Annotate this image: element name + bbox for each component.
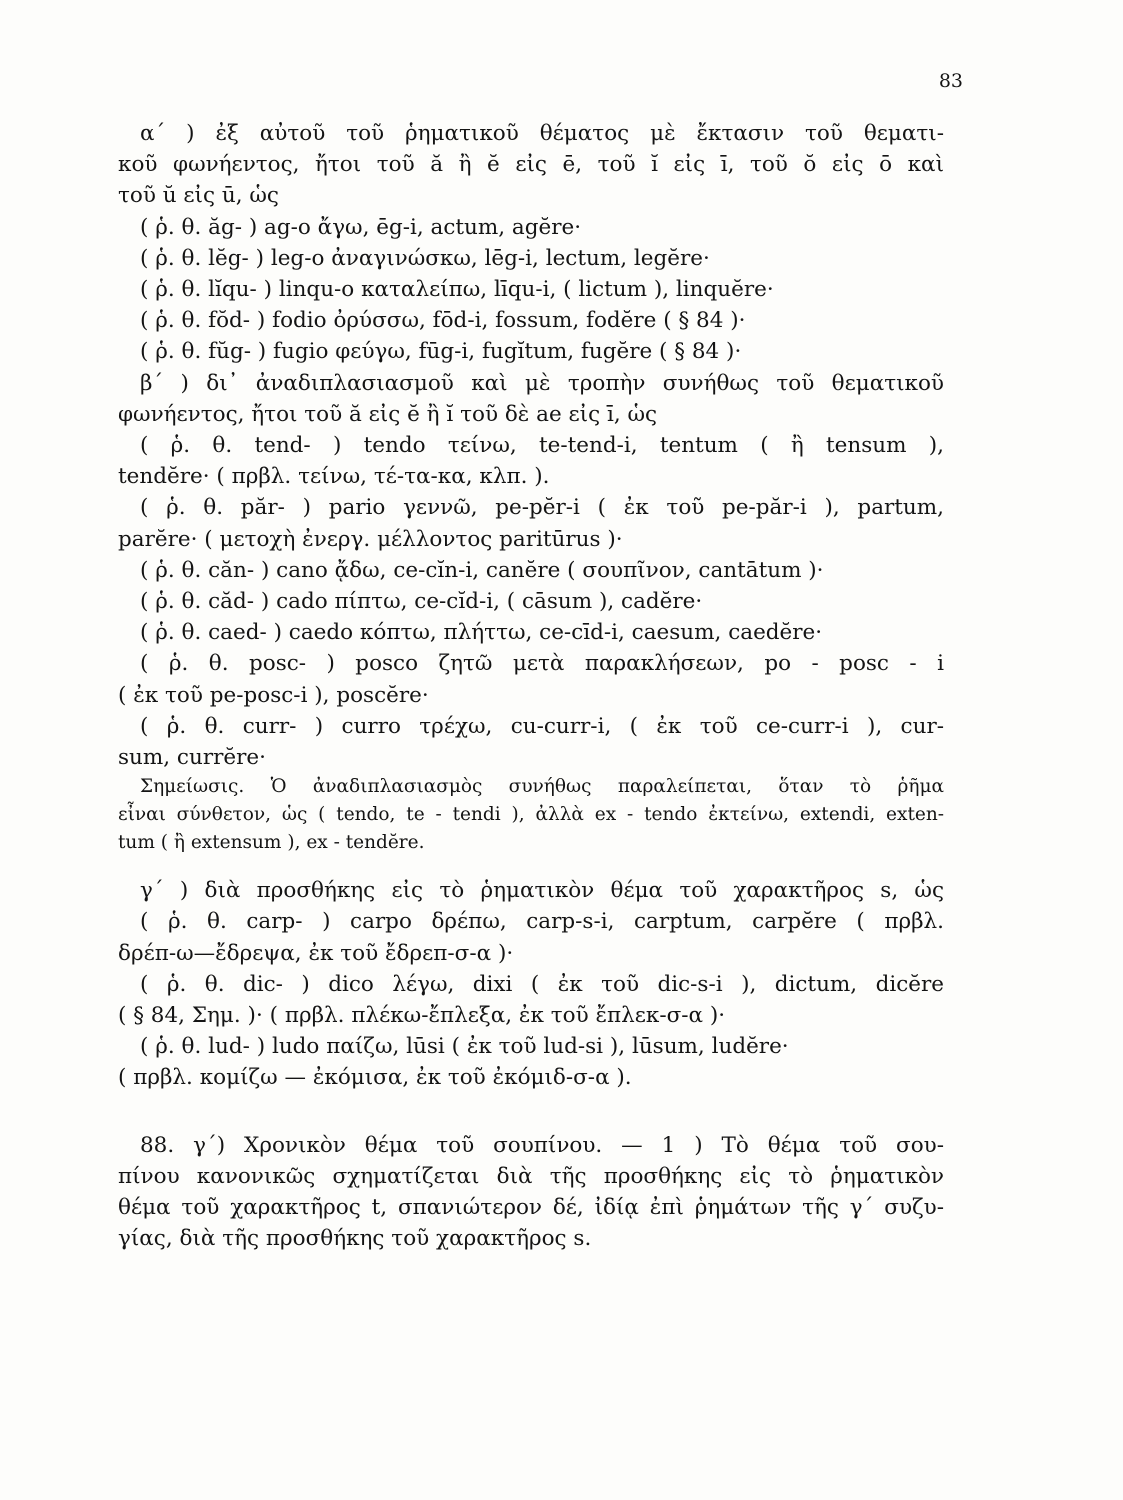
text-line: γίας, διὰ τῆς προσθήκης τοῦ χαρακτῆρος s. xyxy=(118,1226,592,1252)
text-line: τοῦ ŭ εἰς ū, ὡς xyxy=(118,183,279,209)
text-line: α΄ ) ἐξ αὐτοῦ τοῦ ῥηματικοῦ θέματος μὲ ἔκτασιν τοῦ θεματι- xyxy=(140,121,944,146)
note-line: εἶναι σύνθετον, ὡς ( tendo, te - tendi ), ἀλλὰ ex - tendo ἐκτείνω, extendi, exten- xyxy=(118,804,944,826)
example-line: δρέπ-ω—ἔδρεψα, ἐκ τοῦ ἔδρεπ-σ-α )· xyxy=(118,940,514,966)
example-line: ( ῥ. θ. păr- ) pario γεννῶ, pe-pĕr-i ( ἐκ τοῦ pe-păr-i ), partum, xyxy=(140,495,944,521)
example-line: ( ῥ. θ. lĭqu- ) linqu-o καταλείπω, līqu-i, ( lictum ), linquĕre· xyxy=(140,277,774,303)
example-line: ( ῥ. θ. curr- ) curro τρέχω, cu-curr-i, ( ἐκ τοῦ ce-curr-i ), cur- xyxy=(140,713,944,739)
note-line: tum ( ἢ extensum ), ex - tendĕre. xyxy=(118,832,425,854)
example-line: ( ῥ. θ. posc- ) posco ζητῶ μετὰ παρακλήσεων, po - posc - i xyxy=(140,651,944,677)
example-line: tendĕre· ( πρβλ. τείνω, τέ-τα-κα, κλπ. ). xyxy=(118,464,550,490)
example-line: ( ῥ. θ. dic- ) dico λέγω, dixi ( ἐκ τοῦ dic-s-i ), dictum, dicĕre xyxy=(140,971,944,997)
example-line: ( ῥ. θ. căd- ) cado πίπτω, ce-cĭd-i, ( cāsum ), cadĕre· xyxy=(140,589,703,615)
example-line: sum, currĕre· xyxy=(118,745,266,771)
text-line: β΄ ) δι᾽ ἀναδιπλασιασμοῦ καὶ μὲ τροπὴν συνήθως τοῦ θεματικοῦ xyxy=(140,370,944,396)
example-line: ( § 84, Σημ. )· ( πρβλ. πλέκω-ἔπλεξα, ἐκ τοῦ ἔπλεκ-σ-α )· xyxy=(118,1003,726,1029)
section-heading-line: 88. γ΄) Χρονικὸν θέμα τοῦ σουπίνου. — 1 ) Τὸ θέμα τοῦ σου- xyxy=(140,1132,944,1158)
text-line: γ΄ ) διὰ προσθήκης εἰς τὸ ῥηματικὸν θέμα τοῦ χαρακτῆρος s, ὡς xyxy=(140,878,944,904)
example-line: ( ῥ. θ. carp- ) carpo δρέπω, carp-s-i, carptum, carpĕre ( πρβλ. xyxy=(140,909,944,935)
page-body xyxy=(118,118,944,1255)
example-line: ( πρβλ. κομίζω — ἐκόμισα, ἐκ τοῦ ἐκόμιδ-σ-α ). xyxy=(118,1065,632,1091)
text-line: πίνου κανονικῶς σχηματίζεται διὰ τῆς προσθήκης εἰς τὸ ῥηματικὸν xyxy=(118,1163,944,1189)
text-line: θέμα τοῦ χαρακτῆρος t, σπανιώτερον δέ, ἰδίᾳ ἐπὶ ῥημάτων τῆς γ΄ συζυ- xyxy=(118,1195,944,1221)
example-line: ( ῥ. θ. căn- ) cano ᾄδω, ce-cĭn-i, canĕre ( σουπῖνον, cantātum )· xyxy=(140,557,824,583)
example-line: ( ῥ. θ. tend- ) tendo τείνω, te-tend-i, tentum ( ἢ tensum ), xyxy=(140,433,944,459)
example-line: ( ῥ. θ. ăg- ) ag-o ἄγω, ēg-i, actum, agĕre· xyxy=(140,214,582,240)
example-line: ( ἐκ τοῦ pe-posc-i ), poscĕre· xyxy=(118,682,429,708)
note-line: Σημείωσις. Ὁ ἀναδιπλασιασμὸς συνήθως παραλείπεται, ὅταν τὸ ῥῆμα xyxy=(140,776,944,798)
page-number: 83 xyxy=(938,70,963,92)
example-line: ( ῥ. θ. fŭg- ) fugio φεύγω, fūg-i, fugĭtum, fugĕre ( § 84 )· xyxy=(140,339,742,365)
text-line: φωνήεντος, ἤτοι τοῦ ă εἰς ĕ ἢ ĭ τοῦ δὲ ae εἰς ī, ὡς xyxy=(118,401,658,427)
example-line: ( ῥ. θ. lud- ) ludo παίζω, lūsi ( ἐκ τοῦ lud-si ), lūsum, ludĕre· xyxy=(140,1034,789,1060)
example-line: parĕre· ( μετοχὴ ἐνεργ. μέλλοντος paritūrus )· xyxy=(118,526,623,552)
example-line: ( ῥ. θ. lĕg- ) leg-o ἀναγινώσκω, lēg-i, lectum, legĕre· xyxy=(140,245,710,271)
example-line: ( ῥ. θ. caed- ) caedo κόπτω, πλήττω, ce-cīd-i, caesum, caedĕre· xyxy=(140,620,823,646)
example-line: ( ῥ. θ. fŏd- ) fodio ὀρύσσω, fōd-i, fossum, fodĕre ( § 84 )· xyxy=(140,308,746,334)
text-line: κοῦ φωνήεντος, ἤτοι τοῦ ă ἢ ĕ εἰς ē, τοῦ ĭ εἰς ī, τοῦ ŏ εἰς ō καὶ xyxy=(118,152,944,178)
